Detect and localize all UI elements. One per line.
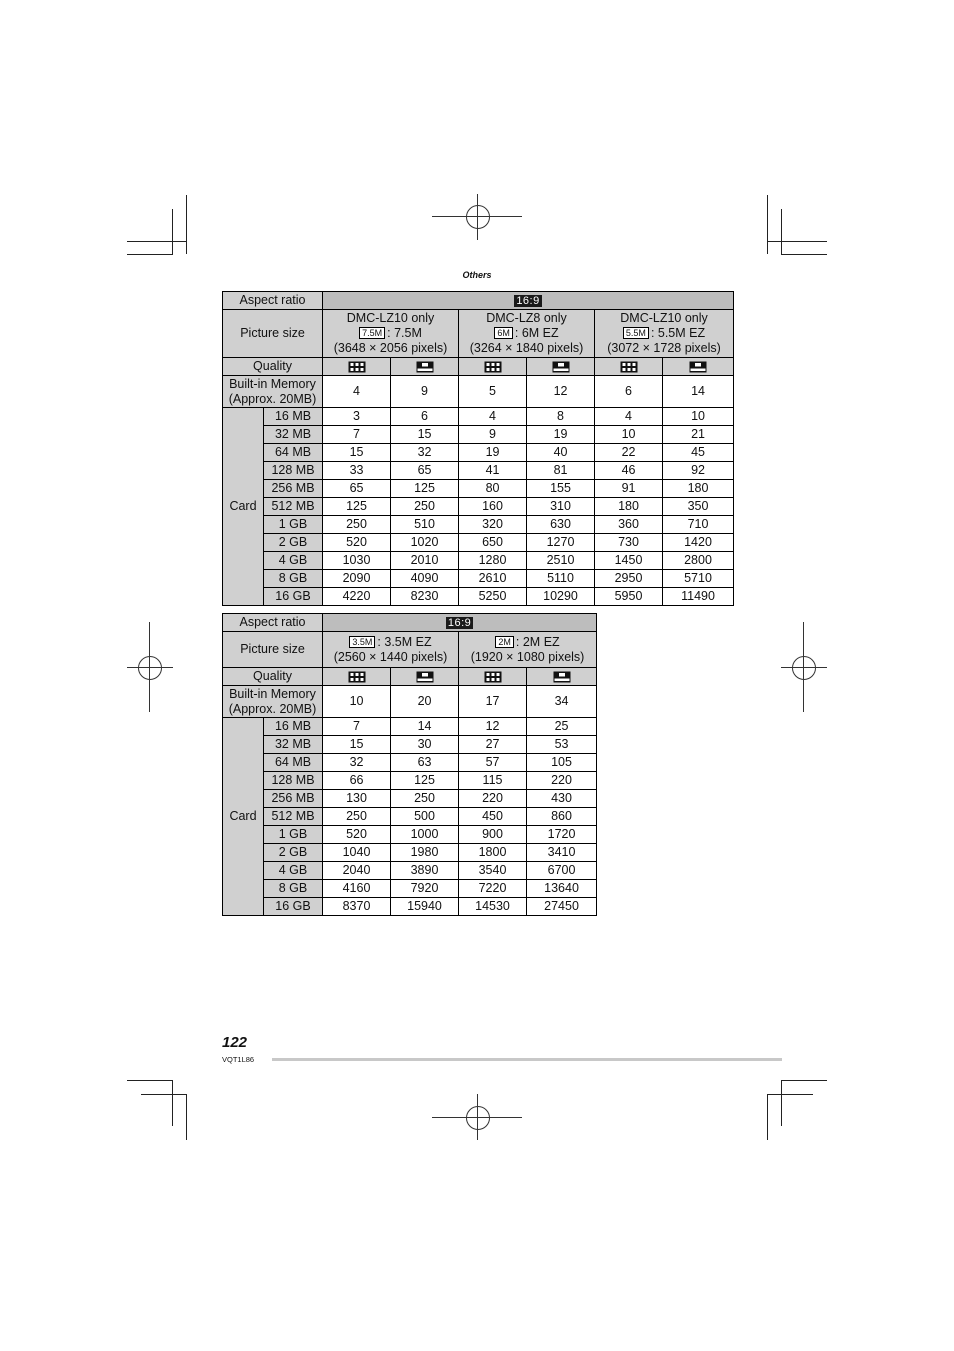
aspect-ratio-label: Aspect ratio [223, 614, 323, 632]
card-size: 512 MB [264, 498, 323, 516]
aspect-16-9-icon: 16:9 [516, 295, 540, 307]
value-cell: 15 [323, 736, 391, 754]
picture-size-label: Picture size [223, 310, 323, 358]
value-cell: 1020 [391, 534, 459, 552]
value-cell: 2610 [459, 570, 527, 588]
aspect-ratio-label: Aspect ratio [223, 292, 323, 310]
card-size: 256 MB [264, 480, 323, 498]
value-cell: 91 [595, 480, 663, 498]
value-cell: 250 [323, 808, 391, 826]
card-size: 64 MB [264, 444, 323, 462]
value-cell: 4220 [323, 588, 391, 606]
picture-size-text: : 6M EZ [514, 326, 559, 340]
crop-mark [767, 241, 827, 242]
value-cell: 310 [527, 498, 595, 516]
value-cell: 21 [663, 426, 734, 444]
value-cell: 66 [323, 772, 391, 790]
fine-quality-icon [620, 361, 638, 373]
value-cell: 4 [595, 408, 663, 426]
crop-mark [767, 195, 768, 254]
value-cell: 41 [459, 462, 527, 480]
footer-rule [272, 1058, 782, 1061]
value-cell: 155 [527, 480, 595, 498]
card-row [223, 552, 734, 570]
value-cell: 220 [459, 790, 527, 808]
value-cell: 125 [323, 498, 391, 516]
card-size: 64 MB [264, 754, 323, 772]
value-cell: 180 [595, 498, 663, 516]
value-cell: 15940 [391, 898, 459, 916]
card-size: 16 GB [264, 588, 323, 606]
picture-size-cell [323, 632, 459, 668]
picture-size-text: : 2M EZ [515, 634, 560, 649]
card-row [223, 736, 597, 754]
pixel-dimensions: (3648 × 2056 pixels) [333, 341, 448, 355]
card-row [223, 498, 734, 516]
value-cell: 32 [391, 444, 459, 462]
card-label: Card [223, 718, 264, 916]
picture-size-cell [595, 310, 734, 358]
value-cell: 220 [527, 772, 597, 790]
capacity-table-1 [222, 291, 734, 606]
value-cell: 5 [459, 376, 527, 408]
model-note: DMC-LZ10 only [346, 311, 435, 325]
card-size: 4 GB [264, 862, 323, 880]
value-cell: 160 [459, 498, 527, 516]
value-cell: 180 [663, 480, 734, 498]
value-cell: 4090 [391, 570, 459, 588]
value-cell: 27 [459, 736, 527, 754]
card-row [223, 718, 597, 736]
card-size: 512 MB [264, 808, 323, 826]
value-cell: 1720 [527, 826, 597, 844]
value-cell: 2010 [391, 552, 459, 570]
standard-quality-icon [552, 361, 570, 373]
value-cell: 57 [459, 754, 527, 772]
value-cell: 3540 [459, 862, 527, 880]
crop-mark [127, 254, 173, 255]
value-cell: 510 [391, 516, 459, 534]
crop-mark [767, 1094, 768, 1140]
value-cell: 6700 [527, 862, 597, 880]
card-size: 128 MB [264, 772, 323, 790]
section-label: Others [462, 270, 492, 280]
pixel-dimensions: (3072 × 1728 pixels) [607, 341, 721, 355]
value-cell: 46 [595, 462, 663, 480]
picture-size-icon: 5.5M [623, 327, 649, 339]
value-cell: 125 [391, 772, 459, 790]
value-cell: 10 [323, 686, 391, 718]
card-size: 4 GB [264, 552, 323, 570]
card-size: 256 MB [264, 790, 323, 808]
capacity-table-2 [222, 613, 597, 916]
quality-cell [391, 358, 459, 376]
fine-quality-icon [484, 671, 502, 683]
card-size: 16 MB [264, 718, 323, 736]
value-cell: 32 [323, 754, 391, 772]
value-cell: 130 [323, 790, 391, 808]
picture-size-cell [459, 310, 595, 358]
fine-quality-icon [348, 671, 366, 683]
quality-cell [391, 668, 459, 686]
value-cell: 7920 [391, 880, 459, 898]
card-size: 128 MB [264, 462, 323, 480]
aspect-ratio-value [323, 614, 597, 632]
crop-mark [172, 209, 173, 255]
value-cell: 12 [527, 376, 595, 408]
quality-label: Quality [223, 358, 323, 376]
crop-mark [141, 1094, 187, 1095]
value-cell: 6 [595, 376, 663, 408]
value-cell: 1420 [663, 534, 734, 552]
model-note: DMC-LZ8 only [486, 311, 567, 325]
value-cell: 1980 [391, 844, 459, 862]
picture-size-text: : 5.5M EZ [650, 326, 706, 340]
pixel-dimensions: (2560 × 1440 pixels) [333, 649, 448, 664]
value-cell: 250 [391, 498, 459, 516]
crop-mark [186, 1094, 187, 1140]
value-cell: 500 [391, 808, 459, 826]
picture-size-icon: 2M [495, 636, 514, 648]
card-row [223, 844, 597, 862]
value-cell: 33 [323, 462, 391, 480]
crop-mark [781, 209, 782, 255]
card-size: 8 GB [264, 880, 323, 898]
picture-size-icon: 6M [494, 327, 513, 339]
value-cell: 710 [663, 516, 734, 534]
crop-mark [781, 1080, 782, 1126]
aspect-16-9-icon: 16:9 [447, 617, 472, 629]
card-size: 1 GB [264, 516, 323, 534]
card-row [223, 570, 734, 588]
registration-mark-top [432, 194, 522, 240]
card-row [223, 444, 734, 462]
card-row [223, 516, 734, 534]
value-cell: 40 [527, 444, 595, 462]
value-cell: 1270 [527, 534, 595, 552]
value-cell: 4 [323, 376, 391, 408]
card-size: 16 GB [264, 898, 323, 916]
value-cell: 2040 [323, 862, 391, 880]
registration-mark-left [127, 622, 173, 712]
value-cell: 5110 [527, 570, 595, 588]
builtin-memory-row [223, 376, 734, 408]
value-cell: 27450 [527, 898, 597, 916]
card-size: 32 MB [264, 426, 323, 444]
standard-quality-icon [416, 361, 434, 373]
value-cell: 34 [527, 686, 597, 718]
value-cell: 10290 [527, 588, 595, 606]
value-cell: 22 [595, 444, 663, 462]
card-size: 16 MB [264, 408, 323, 426]
card-row [223, 534, 734, 552]
value-cell: 17 [459, 686, 527, 718]
quality-cell [527, 668, 597, 686]
standard-quality-icon [689, 361, 707, 373]
value-cell: 9 [459, 426, 527, 444]
value-cell: 520 [323, 826, 391, 844]
card-size: 2 GB [264, 844, 323, 862]
quality-cell [323, 668, 391, 686]
quality-label: Quality [223, 668, 323, 686]
card-size: 8 GB [264, 570, 323, 588]
value-cell: 4160 [323, 880, 391, 898]
value-cell: 81 [527, 462, 595, 480]
value-cell: 2510 [527, 552, 595, 570]
value-cell: 650 [459, 534, 527, 552]
card-row [223, 772, 597, 790]
registration-mark-right [781, 622, 827, 712]
standard-quality-icon [553, 671, 571, 683]
value-cell: 14530 [459, 898, 527, 916]
picture-size-icon: 7.5M [359, 327, 385, 339]
value-cell: 1800 [459, 844, 527, 862]
value-cell: 450 [459, 808, 527, 826]
value-cell: 5250 [459, 588, 527, 606]
value-cell: 860 [527, 808, 597, 826]
crop-mark [186, 195, 187, 254]
value-cell: 730 [595, 534, 663, 552]
quality-cell [595, 358, 663, 376]
value-cell: 9 [391, 376, 459, 408]
value-cell: 5710 [663, 570, 734, 588]
value-cell: 7 [323, 426, 391, 444]
aspect-ratio-value [323, 292, 734, 310]
crop-mark [781, 254, 827, 255]
value-cell: 80 [459, 480, 527, 498]
value-cell: 8 [527, 408, 595, 426]
value-cell: 30 [391, 736, 459, 754]
document-code: VQT1L86 [222, 1055, 255, 1064]
value-cell: 10 [663, 408, 734, 426]
quality-row [223, 668, 597, 686]
value-cell: 250 [391, 790, 459, 808]
card-row [223, 898, 597, 916]
value-cell: 350 [663, 498, 734, 516]
crop-mark [781, 1080, 827, 1081]
quality-cell [663, 358, 734, 376]
quality-cell [459, 358, 527, 376]
builtin-memory-label: Built-in Memory (Approx. 20MB) [223, 686, 323, 718]
picture-size-text: : 3.5M EZ [377, 634, 432, 649]
value-cell: 2090 [323, 570, 391, 588]
builtin-memory-label: Built-in Memory (Approx. 20MB) [223, 376, 323, 408]
value-cell: 6 [391, 408, 459, 426]
value-cell: 5950 [595, 588, 663, 606]
value-cell: 15 [391, 426, 459, 444]
value-cell: 3 [323, 408, 391, 426]
builtin-memory-row [223, 686, 597, 718]
value-cell: 20 [391, 686, 459, 718]
fine-quality-icon [484, 361, 502, 373]
value-cell: 250 [323, 516, 391, 534]
value-cell: 1280 [459, 552, 527, 570]
value-cell: 1040 [323, 844, 391, 862]
value-cell: 2800 [663, 552, 734, 570]
value-cell: 53 [527, 736, 597, 754]
model-note: DMC-LZ10 only [620, 311, 708, 325]
value-cell: 8230 [391, 588, 459, 606]
value-cell: 25 [527, 718, 597, 736]
value-cell: 8370 [323, 898, 391, 916]
value-cell: 15 [323, 444, 391, 462]
card-size: 2 GB [264, 534, 323, 552]
card-label: Card [223, 408, 264, 606]
value-cell: 520 [323, 534, 391, 552]
fine-quality-icon [348, 361, 366, 373]
value-cell: 11490 [663, 588, 734, 606]
value-cell: 63 [391, 754, 459, 772]
value-cell: 430 [527, 790, 597, 808]
value-cell: 12 [459, 718, 527, 736]
registration-mark-bottom [432, 1094, 522, 1140]
value-cell: 7220 [459, 880, 527, 898]
value-cell: 1030 [323, 552, 391, 570]
value-cell: 65 [391, 462, 459, 480]
value-cell: 2950 [595, 570, 663, 588]
crop-mark [127, 1080, 173, 1081]
value-cell: 92 [663, 462, 734, 480]
value-cell: 13640 [527, 880, 597, 898]
value-cell: 3410 [527, 844, 597, 862]
pixel-dimensions: (3264 × 1840 pixels) [469, 341, 584, 355]
value-cell: 19 [527, 426, 595, 444]
crop-mark [127, 241, 187, 242]
value-cell: 125 [391, 480, 459, 498]
value-cell: 115 [459, 772, 527, 790]
card-row [223, 426, 734, 444]
card-size: 32 MB [264, 736, 323, 754]
card-row [223, 588, 734, 606]
value-cell: 4 [459, 408, 527, 426]
value-cell: 45 [663, 444, 734, 462]
value-cell: 360 [595, 516, 663, 534]
quality-cell [527, 358, 595, 376]
card-row [223, 880, 597, 898]
value-cell: 10 [595, 426, 663, 444]
card-row [223, 480, 734, 498]
value-cell: 14 [663, 376, 734, 408]
value-cell: 1450 [595, 552, 663, 570]
value-cell: 65 [323, 480, 391, 498]
value-cell: 14 [391, 718, 459, 736]
standard-quality-icon [416, 671, 434, 683]
value-cell: 320 [459, 516, 527, 534]
value-cell: 105 [527, 754, 597, 772]
quality-row [223, 358, 734, 376]
value-cell: 19 [459, 444, 527, 462]
crop-mark [767, 1094, 813, 1095]
card-row [223, 808, 597, 826]
crop-mark [172, 1080, 173, 1126]
quality-cell [459, 668, 527, 686]
value-cell: 1000 [391, 826, 459, 844]
card-size: 1 GB [264, 826, 323, 844]
card-row [223, 862, 597, 880]
pixel-dimensions: (1920 × 1080 pixels) [470, 649, 585, 664]
card-row [223, 826, 597, 844]
value-cell: 630 [527, 516, 595, 534]
card-row [223, 790, 597, 808]
value-cell: 3890 [391, 862, 459, 880]
card-row [223, 408, 734, 426]
picture-size-icon: 3.5M [349, 636, 375, 648]
card-row [223, 462, 734, 480]
value-cell: 7 [323, 718, 391, 736]
value-cell: 900 [459, 826, 527, 844]
picture-size-cell [459, 632, 597, 668]
quality-cell [323, 358, 391, 376]
picture-size-cell [323, 310, 459, 358]
picture-size-label: Picture size [223, 632, 323, 668]
page-number: 122 [222, 1034, 248, 1051]
card-row [223, 754, 597, 772]
picture-size-text: : 7.5M [387, 326, 422, 340]
